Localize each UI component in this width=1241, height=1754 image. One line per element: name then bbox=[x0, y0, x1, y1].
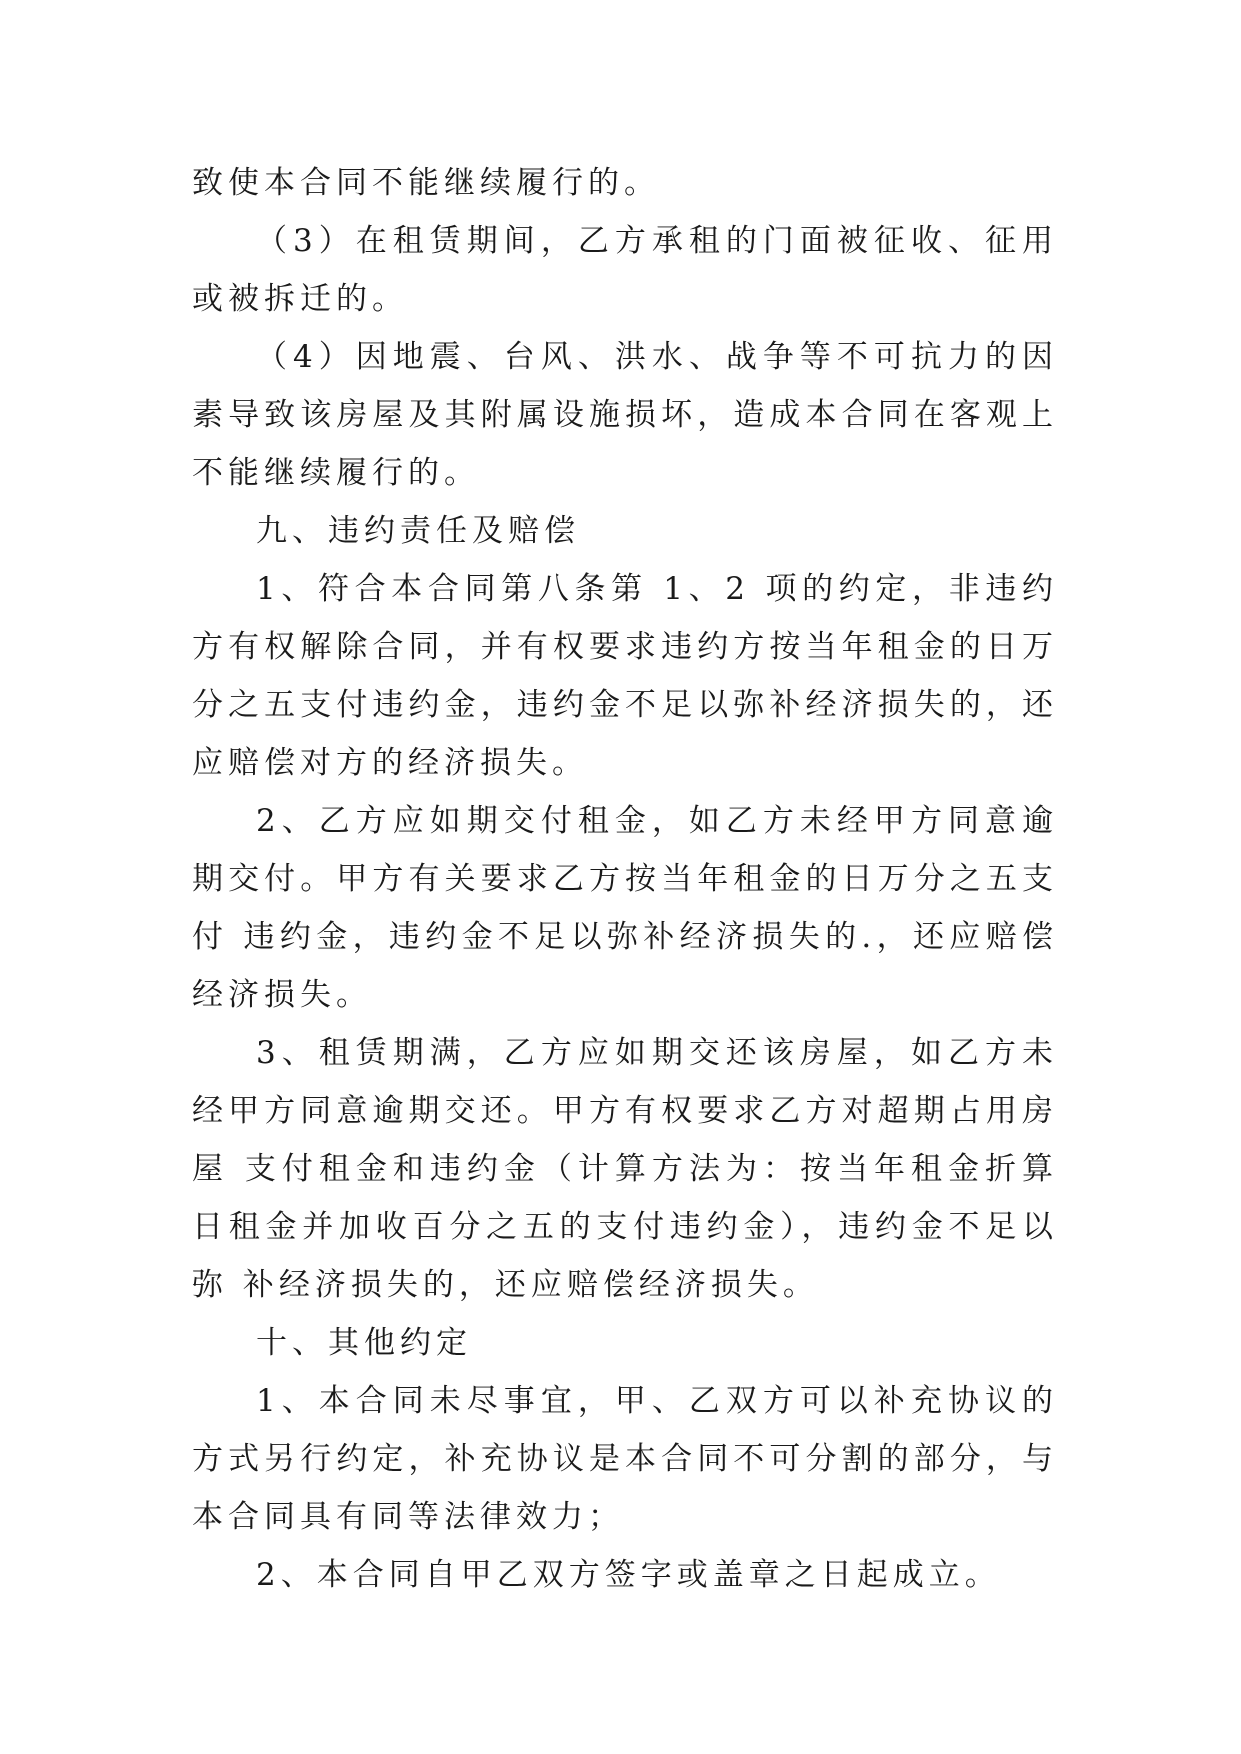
section-heading-other: 十、其他约定 bbox=[256, 1325, 472, 1361]
paragraph-continuation: 致使本合同不能继续履行的。 bbox=[192, 165, 660, 201]
paragraph-other-1: 1、本合同未尽事宜，甲、乙双方可以补充协议的方式另行约定，补充协议是本合同不可分割的部分，与本合同具有同等法律效力； bbox=[192, 1383, 1058, 1535]
paragraph-other-2: 2、本合同自甲乙双方签字或盖章之日起成立。 bbox=[256, 1557, 1001, 1593]
paragraph-clause-3: （3）在租赁期间，乙方承租的门面被征收、征用或被拆迁的。 bbox=[192, 223, 1058, 317]
section-heading-liability: 九、违约责任及赔偿 bbox=[256, 513, 580, 549]
document-body bbox=[192, 154, 1058, 1604]
paragraph-liability-3: 3、租赁期满，乙方应如期交还该房屋，如乙方未经甲方同意逾期交还。甲方有权要求乙方对超期占用房屋 支付租金和违约金（计算方法为：按当年租金折算日租金并加收百分之五的支付违约金），违约金不足以弥 补经济损失的，还应赔偿经济损失。 bbox=[192, 1035, 1058, 1303]
paragraph-clause-4: （4）因地震、台风、洪水、战争等不可抗力的因素导致该房屋及其附属设施损坏，造成本合同在客观上不能继续履行的。 bbox=[192, 339, 1058, 491]
paragraph-liability-2: 2、乙方应如期交付租金，如乙方未经甲方同意逾期交付。甲方有关要求乙方按当年租金的日万分之五支付 违约金，违约金不足以弥补经济损失的.，还应赔偿经济损失。 bbox=[192, 803, 1058, 1013]
paragraph-liability-1: 1、符合本合同第八条第 1、2 项的约定，非违约方有权解除合同，并有权要求违约方按当年租金的日万分之五支付违约金，违约金不足以弥补经济损失的，还应赔偿对方的经济损失。 bbox=[192, 571, 1058, 781]
